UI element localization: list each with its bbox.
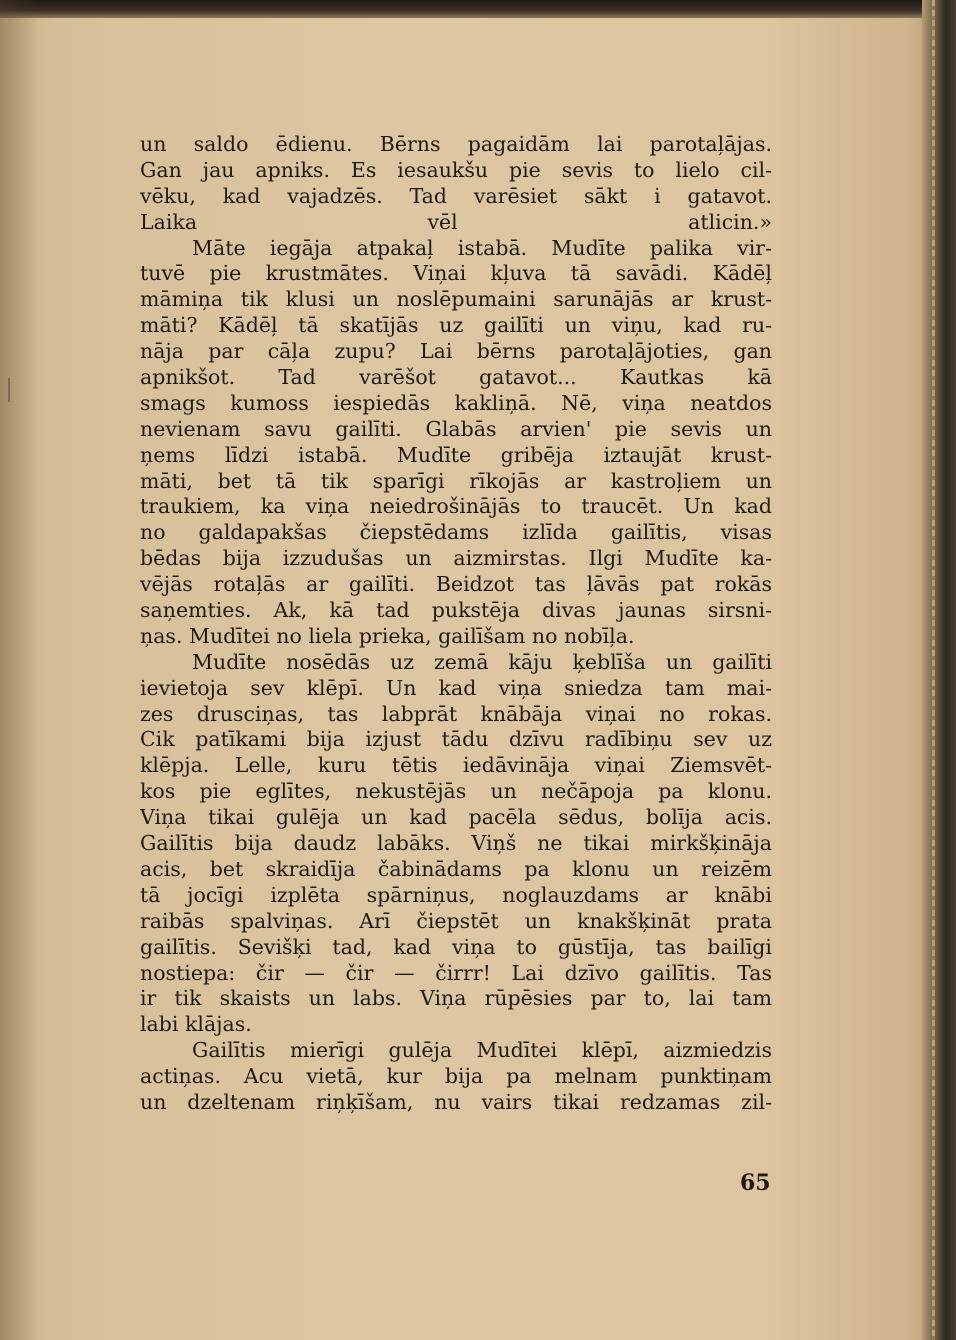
text-line: nevienam savu gailīti. Glabās arvien' pie sevis un [140,416,772,441]
text-line: Viņa tikai gulēja un kad pacēla sēdus, bolīja acis. [140,805,772,830]
text-line: tā jocīgi izplēta spārniņus, noglauzdams ar knābi [140,882,772,907]
text-line: traukiem, ka viņa neiedrošinājās to traucēt. Un kad [140,494,772,519]
text-line: Gailītis bija daudz labāks. Viņš ne tikai mirkšķināja [140,831,772,856]
text-line: ņems līdzi istabā. Mudīte gribēja iztaujāt krust- [140,442,772,467]
text-line: Cik patīkami bija izjust tādu dzīvu radībiņu sev uz [140,727,772,752]
text-line: ir tik skaists un labs. Viņa rūpēsies par to, lai tam [140,986,772,1011]
text-line: actiņas. Acu vietā, kur bija pa melnam punktiņam [140,1064,772,1089]
text-line: Mudīte nosēdās uz zemā kāju ķeblīša un gailīti [192,649,772,674]
text-line: gailītis. Sevišķi tad, kad viņa to gūstīja, tas bailīgi [140,934,772,959]
margin-mark [8,378,16,402]
text-line: raibās spalviņas. Arī čiepstēt un knakšķināt prata [140,908,772,933]
text-line: tuvē pie krustmātes. Viņai kļuva tā savādi. Kādēļ [140,261,772,286]
page-number: 65 [740,1170,771,1196]
text-line: kos pie eglītes, nekustējās un nečāpoja pa klonu. [140,779,772,804]
text-line: un saldo ēdienu. Bērns pagaidām lai parotaļājas. [140,132,772,156]
text-line: zes drusciņas, tas labprāt knābāja viņai no rokas. [140,701,772,726]
text-line: vēku, kad vajadzēs. Tad varēsiet sākt i gatavot. [140,183,772,208]
text-line: no galdapakšas čiepstēdams izlīda gailītis, visas [140,520,772,545]
text-line: Laika vēl atlicin.» [140,209,772,234]
text-line: Māte iegāja atpakaļ istabā. Mudīte palika vir- [192,235,772,260]
text-line: māmiņa tik klusi un noslēpumaini sarunājās ar krust- [140,287,772,312]
text-line: vējās rotaļās ar gailīti. Beidzot tas ļāvās pat rokās [140,572,772,597]
page-gutter-shadow [0,0,40,1340]
text-line: Gailītis mierīgi gulēja Mudītei klēpī, aizmiedzis [192,1038,772,1063]
text-line: nāja par cāļa zupu? Lai bērns parotaļājoties, gan [140,339,772,364]
text-line: apnikšot. Tad varēšot gatavot... Kautkas kā [140,365,772,390]
page-top-edge [0,0,956,18]
page-body-text [140,132,772,1116]
book-binding-edge [922,0,956,1340]
text-line: smags kumoss iespiedās kakliņā. Nē, viņa neatdos [140,390,772,415]
text-line: saņemties. Ak, kā tad pukstēja divas jaunas sirsni- [140,598,772,623]
text-line: klēpja. Lelle, kuru tētis iedāvināja viņai Ziemsvēt- [140,753,772,778]
text-line: un dzeltenam riņķīšam, nu vairs tikai redzamas zil- [140,1089,772,1114]
text-line: labi klājas. [140,1012,252,1037]
text-line: ņas. Mudītei no liela prieka, gailīšam no nobīļa. [140,623,635,648]
text-line: acis, bet skraidīja čabinādams pa klonu un reizēm [140,856,772,881]
text-line: māti? Kādēļ tā skatījās uz gailīti un viņu, kad ru- [140,313,772,338]
text-line: nostiepa: čir — čir — čirrr! Lai dzīvo gailītis. Tas [140,960,772,985]
text-line: ievietoja sev klēpī. Un kad viņa sniedza tam mai- [140,675,772,700]
text-line: Gan jau apniks. Es iesaukšu pie sevis to lielo cil- [140,157,772,182]
text-line: bēdas bija izzudušas un aizmirstas. Ilgi Mudīte ka- [140,546,772,571]
text-line: māti, bet tā tik sparīgi rīkojās ar kastroļiem un [140,468,772,493]
